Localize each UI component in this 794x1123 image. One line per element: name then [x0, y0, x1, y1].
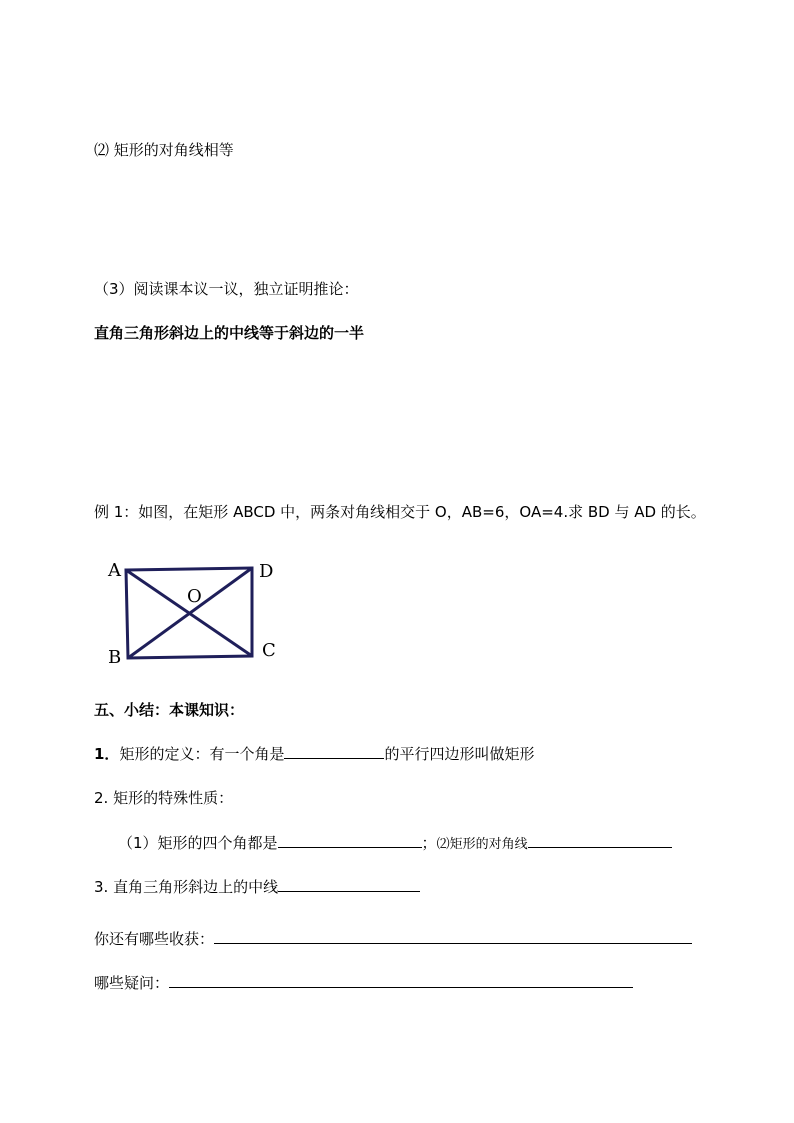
doubts-prompt: 哪些疑问：: [94, 974, 170, 992]
summary-item-1-number: 1．: [94, 745, 120, 763]
vertex-label-a: A: [108, 560, 121, 581]
median-prompt: 3. 直角三角形斜边上的中线: [94, 878, 279, 896]
read-instruction-3: （3）阅读课本议一议，独立证明推论：: [94, 280, 359, 298]
angles-blank[interactable]: [278, 833, 422, 848]
gains-question: [94, 929, 692, 949]
vertex-label-b: B: [108, 647, 122, 668]
summary-item-2-sub: [118, 833, 672, 855]
gains-prompt: 你还有哪些收获：: [94, 930, 215, 948]
proof-item-2: ⑵ 矩形的对角线相等: [94, 141, 234, 159]
diagonals-blank[interactable]: [528, 833, 672, 848]
angles-prompt: （1）矩形的四个角都是: [118, 834, 278, 852]
definition-blank[interactable]: [284, 744, 384, 759]
diagonals-prompt: ⑵矩形的对角线: [436, 837, 528, 852]
gains-blank[interactable]: [214, 929, 692, 944]
example-1: 例 1：如图，在矩形 ABCD 中，两条对角线相交于 O，AB=6，OA=4.求 BD 与 AD 的长。: [94, 503, 706, 521]
summary-item-1-prefix: 矩形的定义：有一个角是: [119, 745, 285, 763]
vertex-label-d: D: [259, 561, 274, 582]
median-blank[interactable]: [278, 877, 420, 892]
vertex-label-c: C: [262, 640, 276, 661]
center-label-o: O: [187, 586, 202, 607]
summary-item-1: [94, 744, 534, 764]
theorem-statement: 直角三角形斜边上的中线等于斜边的一半: [94, 324, 365, 342]
doubts-question: [94, 973, 633, 993]
summary-item-1-suffix: 的平行四边形叫做矩形: [384, 745, 535, 763]
summary-item-3: [94, 877, 420, 897]
summary-heading: 五、小结：本课知识：: [94, 701, 245, 719]
summary-item-2: 2. 矩形的特殊性质：: [94, 789, 234, 807]
doubts-blank[interactable]: [169, 973, 633, 988]
separator: ；: [421, 834, 437, 852]
